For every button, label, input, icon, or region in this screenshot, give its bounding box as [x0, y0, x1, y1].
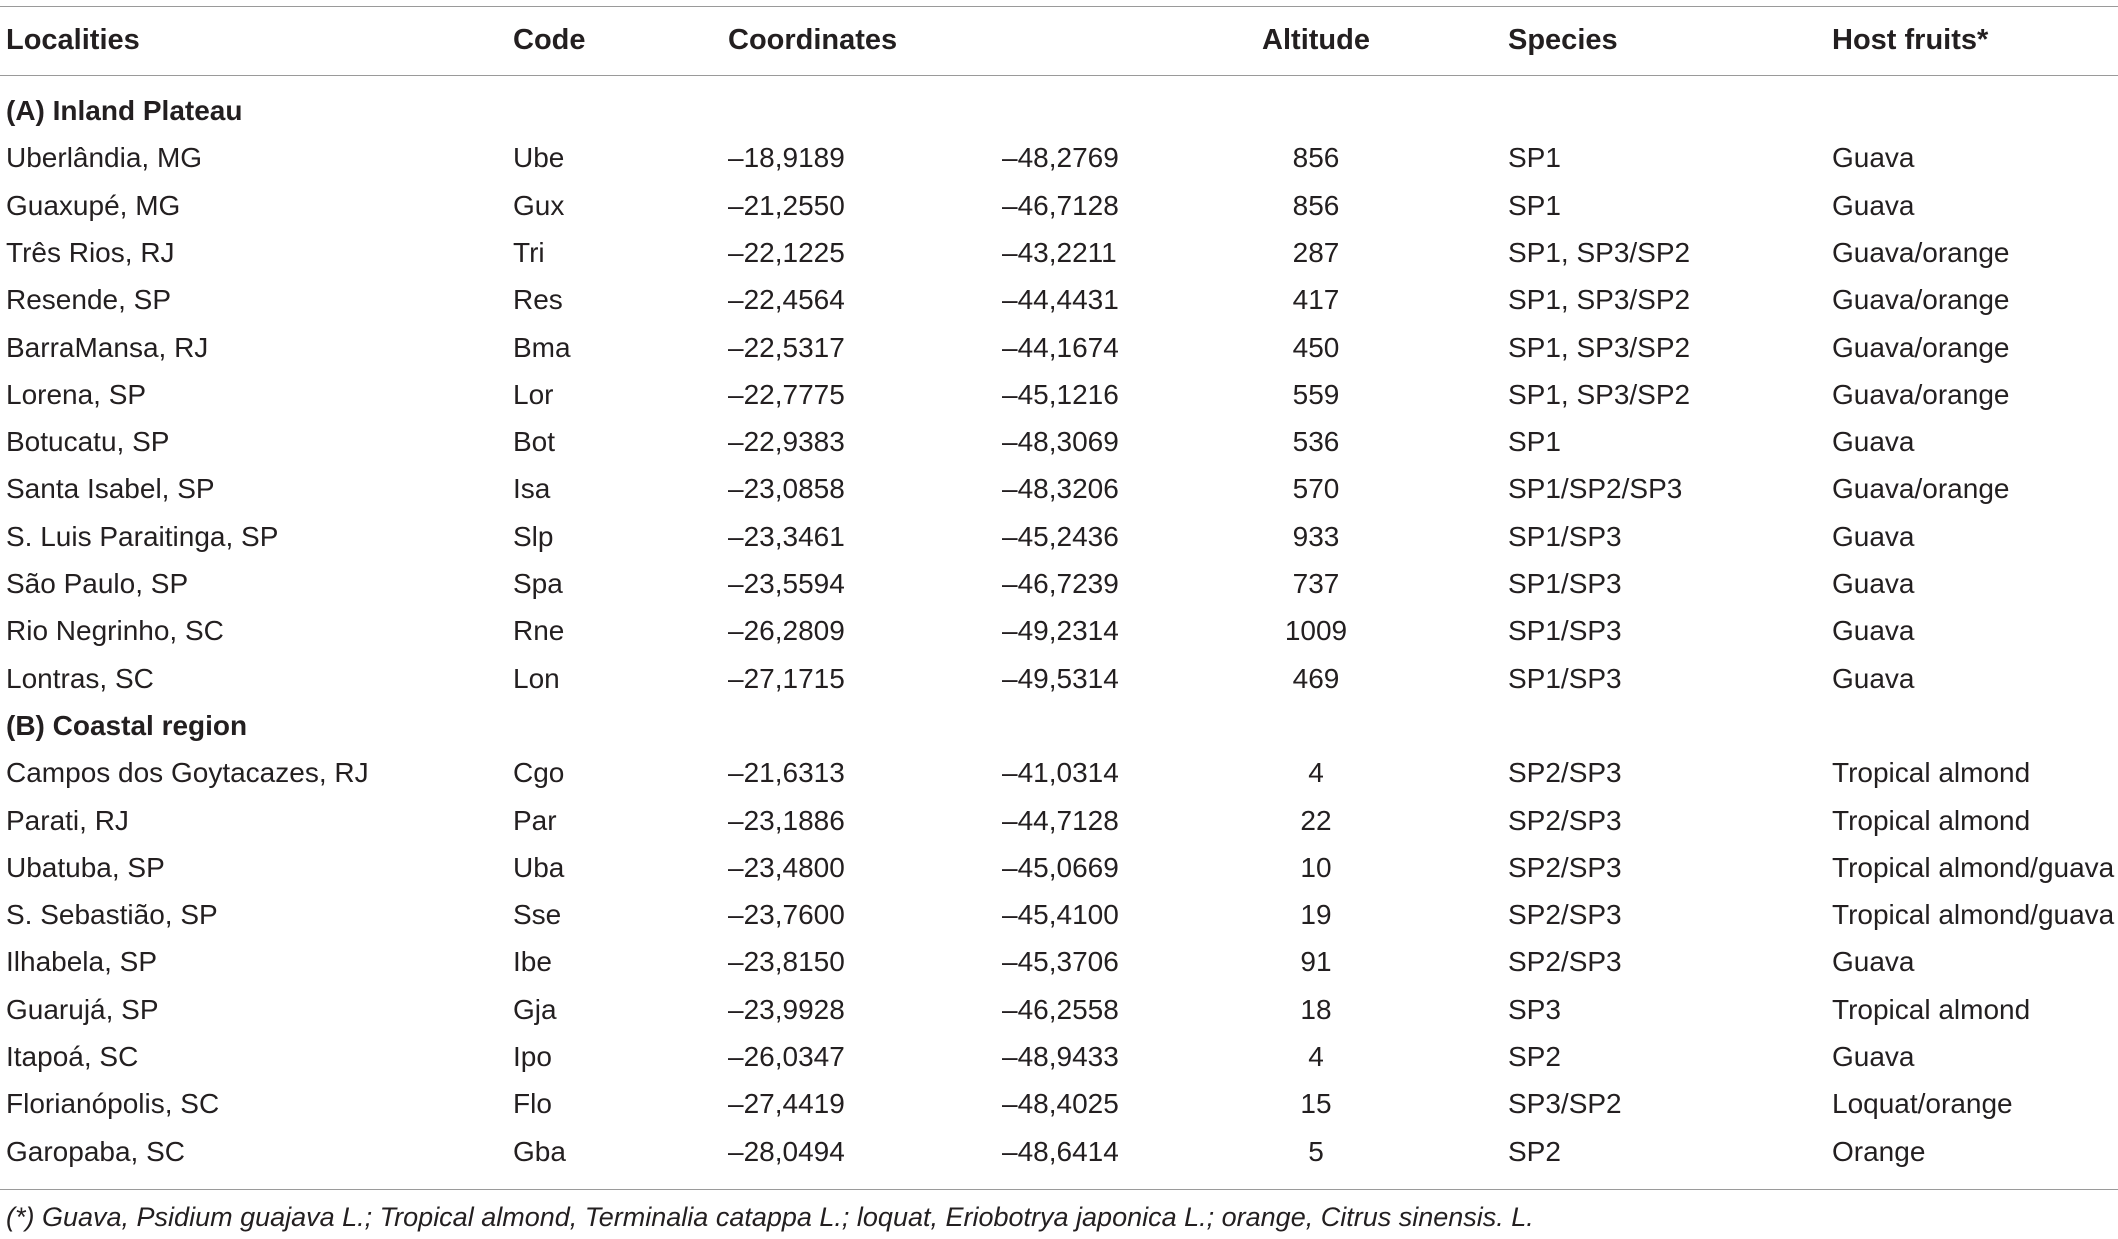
- cell-host-fruits: Guava: [1832, 568, 1915, 599]
- cell-altitude: 856: [1292, 142, 1340, 174]
- cell-locality: Florianópolis, SC: [6, 1088, 220, 1120]
- cell-host-fruits: Guava: [1832, 946, 1915, 978]
- cell-longitude: –41,0314: [1002, 757, 1119, 789]
- cell-host-fruits: Tropical almond: [1832, 993, 2031, 1025]
- cell-species: SP2/SP3: [1508, 899, 1622, 931]
- cell-host-fruits: Guava/orange: [1832, 331, 2010, 363]
- cell-locality: Uberlândia, MG: [6, 142, 203, 174]
- cell-longitude: –44,7128: [1002, 804, 1119, 836]
- cell-longitude: –48,3206: [1002, 473, 1119, 505]
- cell-longitude: –48,9433: [1002, 1041, 1119, 1072]
- cell-altitude: 417: [1292, 284, 1340, 316]
- cell-locality: Lontras, SC: [6, 662, 154, 694]
- cell-altitude: 450: [1292, 331, 1340, 363]
- cell-altitude: 4: [1308, 757, 1324, 789]
- cell-code: Bma: [513, 331, 571, 363]
- cell-species: SP2/SP3: [1508, 851, 1622, 883]
- cell-code: Gba: [513, 1135, 566, 1167]
- cell-altitude: 559: [1292, 378, 1340, 410]
- cell-code: Ube: [513, 142, 565, 174]
- cell-species: SP1/SP3: [1508, 615, 1622, 647]
- table-row: [0, 371, 2118, 418]
- cell-longitude: –46,2558: [1002, 993, 1119, 1025]
- cell-host-fruits: Guava: [1832, 662, 1915, 694]
- cell-altitude: 5: [1308, 1135, 1324, 1167]
- table-row: [0, 182, 2118, 229]
- cell-species: SP1: [1508, 142, 1561, 174]
- table-header-row: [0, 17, 2118, 64]
- cell-code: Flo: [513, 1088, 552, 1120]
- cell-latitude: –18,9189: [728, 142, 845, 174]
- cell-latitude: –23,3461: [728, 520, 845, 552]
- cell-code: Isa: [513, 473, 551, 505]
- cell-longitude: –48,2769: [1002, 142, 1119, 174]
- cell-species: SP1, SP3/SP2: [1508, 284, 1691, 316]
- cell-species: SP1/SP2/SP3: [1508, 473, 1683, 505]
- cell-altitude: 570: [1292, 473, 1340, 505]
- cell-latitude: –21,2550: [728, 189, 845, 221]
- cell-species: SP2/SP3: [1508, 804, 1622, 836]
- cell-species: SP3/SP2: [1508, 1088, 1622, 1120]
- cell-code: Par: [513, 804, 557, 836]
- cell-locality: Lorena, SP: [6, 378, 147, 410]
- cell-longitude: –45,3706: [1002, 946, 1119, 978]
- cell-host-fruits: Tropical almond: [1832, 804, 2031, 836]
- table-row: [0, 891, 2118, 938]
- cell-altitude: 933: [1292, 520, 1340, 552]
- cell-host-fruits: Guava: [1832, 615, 1915, 647]
- header-code: Code: [513, 24, 586, 56]
- footnote: (*) Guava, Psidium guajava L.; Tropical almond, Terminalia catappa L.; loquat, Eriobotrya japonica L.; orange, Citrus sinensis. L.: [6, 1202, 1534, 1232]
- cell-species: SP2/SP3: [1508, 946, 1622, 978]
- section-header-row: [0, 702, 2118, 749]
- cell-locality: Santa Isabel, SP: [6, 473, 215, 505]
- cell-host-fruits: Guava/orange: [1832, 378, 2010, 410]
- cell-longitude: –43,2211: [1002, 236, 1117, 268]
- cell-locality: Parati, RJ: [6, 804, 129, 836]
- section-title: (B) Coastal region: [6, 709, 248, 741]
- cell-latitude: –22,4564: [728, 284, 845, 316]
- cell-species: SP1, SP3/SP2: [1508, 331, 1691, 363]
- cell-latitude: –27,4419: [728, 1088, 845, 1120]
- cell-longitude: –49,5314: [1002, 662, 1119, 694]
- cell-host-fruits: Loquat/orange: [1832, 1088, 2013, 1120]
- cell-species: SP2: [1508, 1135, 1561, 1167]
- header-localities: Localities: [6, 24, 140, 56]
- cell-altitude: 4: [1308, 1041, 1324, 1072]
- table-row: [0, 797, 2118, 844]
- cell-longitude: –46,7128: [1002, 189, 1119, 221]
- table-row: [0, 418, 2118, 465]
- cell-locality: Botucatu, SP: [6, 426, 170, 458]
- cell-code: Gja: [513, 993, 557, 1025]
- cell-code: Tri: [513, 236, 545, 268]
- top-rule: [0, 6, 2118, 7]
- section-header-row: [0, 87, 2118, 134]
- table-row: [0, 607, 2118, 654]
- cell-latitude: –22,9383: [728, 426, 845, 458]
- cell-longitude: –45,0669: [1002, 851, 1119, 883]
- cell-altitude: 469: [1292, 662, 1340, 694]
- cell-longitude: –45,1216: [1002, 378, 1119, 410]
- cell-host-fruits: Guava: [1832, 1041, 1915, 1072]
- cell-altitude: 287: [1292, 236, 1340, 268]
- cell-altitude: 22: [1300, 804, 1332, 836]
- cell-locality: Ilhabela, SP: [6, 946, 157, 978]
- cell-altitude: 19: [1300, 899, 1332, 931]
- cell-longitude: –48,4025: [1002, 1088, 1119, 1120]
- cell-longitude: –45,2436: [1002, 520, 1119, 552]
- table-row: [0, 1128, 2118, 1175]
- cell-code: Res: [513, 284, 563, 316]
- cell-altitude: 18: [1300, 993, 1332, 1025]
- table-row: [0, 938, 2118, 985]
- cell-host-fruits: Guava/orange: [1832, 473, 2010, 505]
- cell-latitude: –23,1886: [728, 804, 845, 836]
- cell-code: Gux: [513, 189, 565, 221]
- cell-code: Ibe: [513, 946, 552, 978]
- section-title: (A) Inland Plateau: [6, 95, 243, 126]
- cell-code: Cgo: [513, 757, 565, 789]
- header-altitude: Altitude: [1262, 24, 1370, 56]
- cell-altitude: 856: [1292, 189, 1340, 221]
- cell-host-fruits: Guava: [1832, 142, 1915, 174]
- cell-code: Lor: [513, 378, 554, 410]
- cell-latitude: –28,0494: [728, 1135, 845, 1167]
- cell-longitude: –44,1674: [1002, 331, 1119, 363]
- cell-species: SP1/SP3: [1508, 568, 1622, 599]
- cell-altitude: 1009: [1284, 615, 1348, 647]
- cell-latitude: –26,0347: [728, 1041, 845, 1072]
- cell-locality: Guaxupé, MG: [6, 189, 181, 221]
- cell-locality: Três Rios, RJ: [6, 236, 175, 268]
- cell-longitude: –44,4431: [1002, 284, 1119, 316]
- table-row: [0, 1033, 2118, 1080]
- bottom-rule: [0, 1189, 2118, 1190]
- table-row: [0, 465, 2118, 512]
- cell-code: Rne: [513, 615, 565, 647]
- cell-latitude: –23,0858: [728, 473, 845, 505]
- cell-code: Slp: [513, 520, 554, 552]
- cell-altitude: 15: [1300, 1088, 1332, 1120]
- cell-locality: Resende, SP: [6, 284, 171, 316]
- cell-locality: Guarujá, SP: [6, 993, 159, 1025]
- cell-latitude: –22,1225: [728, 236, 845, 268]
- table-row: [0, 749, 2118, 796]
- cell-longitude: –46,7239: [1002, 568, 1119, 599]
- cell-longitude: –48,6414: [1002, 1135, 1119, 1167]
- table-row: [0, 1080, 2118, 1127]
- cell-host-fruits: Orange: [1832, 1135, 1926, 1167]
- cell-host-fruits: Tropical almond: [1832, 757, 2031, 789]
- cell-species: SP1: [1508, 426, 1561, 458]
- header-coordinates: Coordinates: [728, 24, 898, 56]
- cell-host-fruits: Guava/orange: [1832, 284, 2010, 316]
- table-row: [0, 560, 2118, 607]
- cell-latitude: –23,7600: [728, 899, 845, 931]
- cell-locality: S. Luis Paraitinga, SP: [6, 520, 279, 552]
- cell-latitude: –21,6313: [728, 757, 845, 789]
- header-species: Species: [1508, 24, 1618, 56]
- cell-locality: Campos dos Goytacazes, RJ: [6, 757, 369, 789]
- cell-latitude: –26,2809: [728, 615, 845, 647]
- cell-altitude: 536: [1292, 426, 1340, 458]
- header-host-fruits: Host fruits*: [1832, 24, 1989, 56]
- cell-locality: São Paulo, SP: [6, 568, 189, 599]
- cell-species: SP3: [1508, 993, 1561, 1025]
- cell-longitude: –45,4100: [1002, 899, 1119, 931]
- cell-host-fruits: Tropical almond/guava: [1832, 899, 2115, 931]
- cell-latitude: –23,5594: [728, 568, 845, 599]
- cell-species: SP1/SP3: [1508, 520, 1622, 552]
- cell-longitude: –49,2314: [1002, 615, 1119, 647]
- cell-code: Bot: [513, 426, 556, 458]
- cell-host-fruits: Guava/orange: [1832, 236, 2010, 268]
- table-row: [0, 324, 2118, 371]
- cell-species: SP2: [1508, 1041, 1561, 1072]
- table-row: [0, 655, 2118, 702]
- cell-altitude: 737: [1292, 568, 1340, 599]
- cell-species: SP1: [1508, 189, 1561, 221]
- cell-code: Spa: [513, 568, 563, 599]
- cell-latitude: –27,1715: [728, 662, 845, 694]
- table-row: [0, 844, 2118, 891]
- cell-latitude: –22,7775: [728, 378, 845, 410]
- cell-species: SP2/SP3: [1508, 757, 1622, 789]
- header-rule: [0, 75, 2118, 76]
- cell-code: Ipo: [513, 1041, 552, 1072]
- cell-locality: Garopaba, SC: [6, 1135, 185, 1167]
- cell-locality: BarraMansa, RJ: [6, 331, 209, 363]
- cell-locality: Itapoá, SC: [6, 1041, 139, 1072]
- cell-species: SP1, SP3/SP2: [1508, 378, 1691, 410]
- cell-host-fruits: Tropical almond/guava: [1832, 851, 2115, 883]
- cell-host-fruits: Guava: [1832, 189, 1915, 221]
- cell-latitude: –22,5317: [728, 331, 845, 363]
- cell-host-fruits: Guava: [1832, 426, 1915, 458]
- table-row: [0, 513, 2118, 560]
- table-row: [0, 276, 2118, 323]
- cell-species: SP1, SP3/SP2: [1508, 236, 1691, 268]
- table-row: [0, 986, 2118, 1033]
- cell-locality: S. Sebastião, SP: [6, 899, 218, 931]
- cell-longitude: –48,3069: [1002, 426, 1119, 458]
- cell-locality: Rio Negrinho, SC: [6, 615, 224, 647]
- table-row: [0, 229, 2118, 276]
- cell-species: SP1/SP3: [1508, 662, 1622, 694]
- cell-code: Uba: [513, 851, 565, 883]
- cell-altitude: 91: [1300, 946, 1332, 978]
- table-row: [0, 134, 2118, 181]
- cell-code: Lon: [513, 662, 560, 694]
- cell-latitude: –23,4800: [728, 851, 845, 883]
- cell-altitude: 10: [1300, 851, 1332, 883]
- cell-latitude: –23,8150: [728, 946, 845, 978]
- cell-latitude: –23,9928: [728, 993, 845, 1025]
- cell-host-fruits: Guava: [1832, 520, 1915, 552]
- cell-code: Sse: [513, 899, 562, 931]
- cell-locality: Ubatuba, SP: [6, 851, 165, 883]
